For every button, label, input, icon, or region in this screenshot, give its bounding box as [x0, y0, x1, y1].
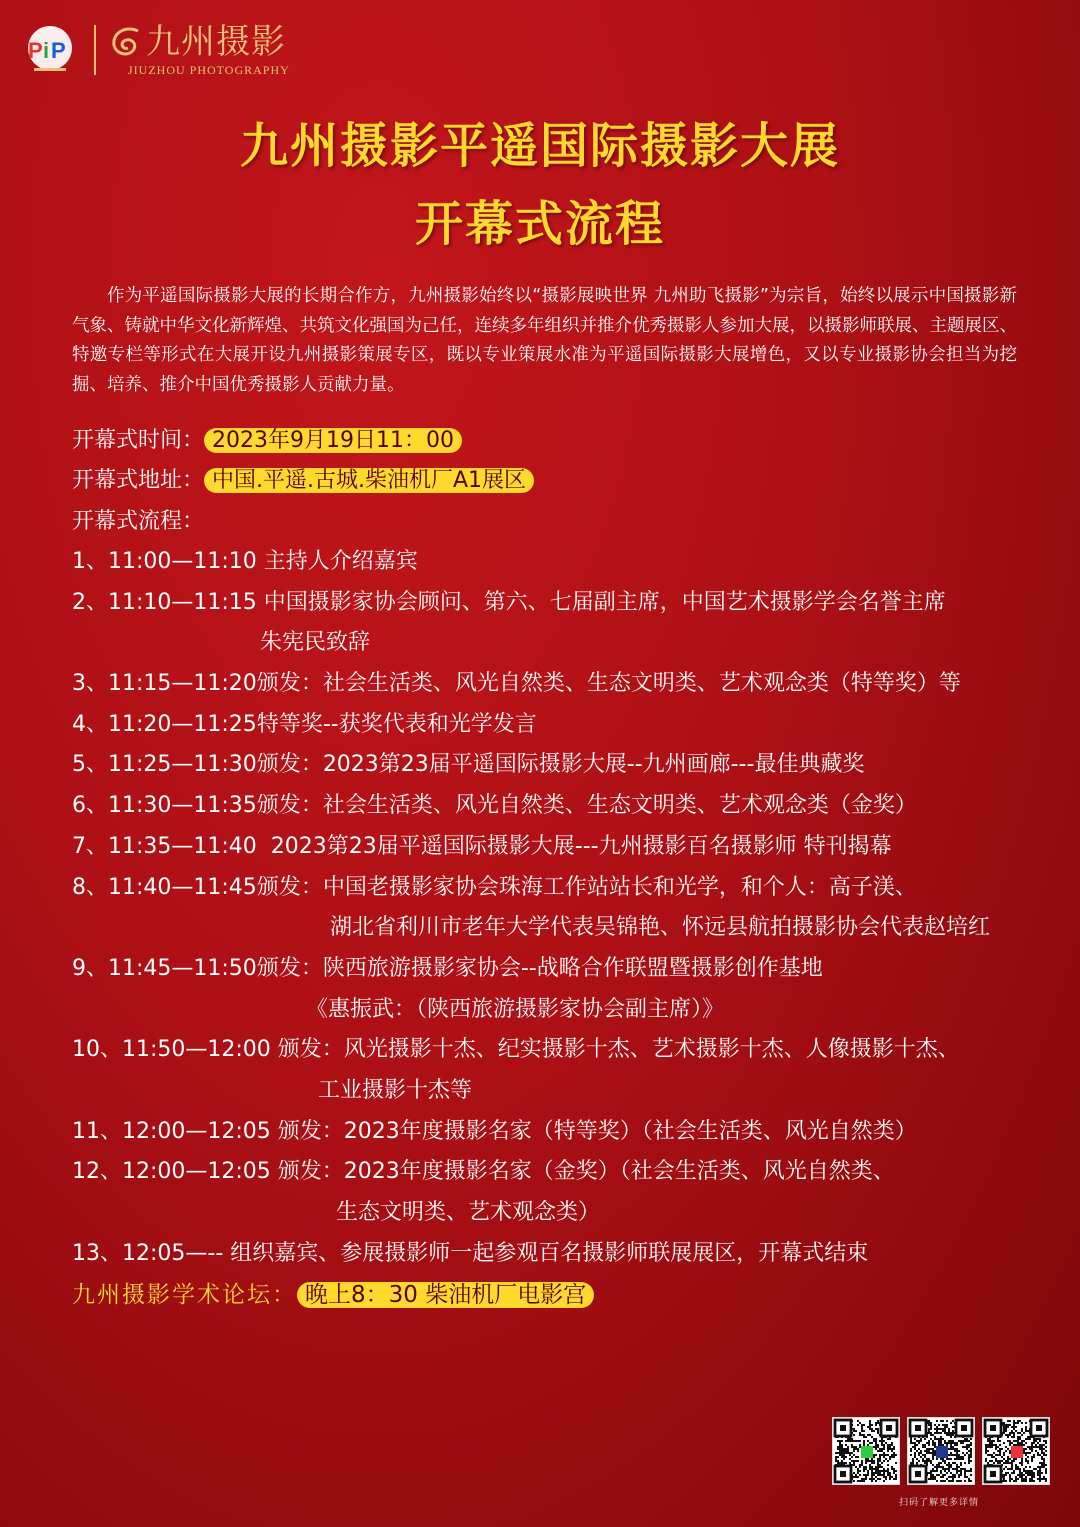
main-title: 九州摄影平遥国际摄影大展	[239, 118, 840, 174]
opening-time-label: 开幕式时间：	[72, 428, 205, 453]
qr-code-row	[832, 1417, 1050, 1485]
schedule-list	[72, 542, 1057, 1274]
logo-divider	[94, 25, 96, 75]
pip-logo-icon	[20, 20, 80, 80]
schedule-item	[72, 827, 1057, 868]
schedule-item	[72, 1112, 1057, 1153]
schedule-item-time: 12:00—12:05	[122, 1159, 278, 1185]
schedule-item-text: 2023第23届平遥国际摄影大展---九州摄影百名摄影师 特刊揭幕	[270, 833, 892, 859]
opening-flow-label: 开幕式流程：	[72, 509, 205, 534]
schedule-item-text: 颁发：2023第23届平遥国际摄影大展--九州画廊---最佳典藏奖	[256, 752, 865, 778]
header-logo	[20, 20, 290, 80]
schedule-item-number: 5、	[72, 752, 108, 778]
schedule-item-text: 特等奖--获奖代表和光学发言	[256, 711, 537, 737]
schedule-item	[72, 1030, 1057, 1071]
schedule-item-time: 11:20—11:25	[108, 711, 257, 737]
qr-code-green	[832, 1417, 900, 1485]
brand-name-cn: 九州摄影	[146, 21, 286, 62]
schedule-item-number: 6、	[72, 793, 108, 819]
schedule-item-text: 颁发：2023年度摄影名家（金奖）（社会生活类、风光自然类、	[277, 1159, 895, 1185]
qr-center-logo-icon	[936, 1446, 948, 1458]
forum-row	[72, 1276, 594, 1314]
opening-address-label: 开幕式地址：	[72, 468, 205, 493]
brand	[108, 23, 290, 78]
schedule-item-time: 11:25—11:30	[108, 752, 257, 778]
schedule-item-number: 4、	[72, 711, 108, 737]
schedule-item-text: 颁发：社会生活类、风光自然类、生态文明类、艺术观念类（特等奖）等	[256, 671, 961, 697]
opening-time-row	[72, 423, 462, 459]
schedule-item-continuation: 湖北省利川市老年大学代表吴锦艳、怀远县航拍摄影协会代表赵培红	[330, 915, 991, 941]
qr-center-logo-icon	[1011, 1446, 1023, 1458]
schedule-item	[72, 583, 1057, 624]
schedule-item-time: 12:05—--	[122, 1240, 231, 1266]
schedule-item	[72, 949, 1057, 990]
schedule-item-continuation: 朱宪民致辞	[260, 630, 371, 656]
schedule-item-number: 1、	[72, 549, 108, 574]
schedule-item-time: 11:30—11:35	[108, 793, 257, 819]
sub-title: 开幕式流程	[414, 196, 665, 252]
intro-paragraph: 作为平遥国际摄影大展的长期合作方，九州摄影始终以“摄影展映世界 九州助飞摄影”为宗旨，始终以展示中国摄影新气象、铸就中华文化新辉煌、共筑文化强国为己任，连续多年组织并推介优秀摄影人参加大展，以摄影师联展、主题展区、特邀专栏等形式在大展开设九州摄影策展专区，既以专业策展水准为平遥国际摄影大展增色，又以专业摄影协会担当为挖掘、培养、推介中国优秀摄影人贡献力量。	[72, 286, 1017, 395]
schedule-item	[72, 542, 1057, 583]
qr-center-logo-icon	[861, 1446, 873, 1458]
qr-caption: 扫码了解更多详情	[898, 1498, 979, 1508]
opening-address-value: 中国.平遥.古城.柴油机厂A1展区	[204, 468, 534, 493]
pip-logo	[20, 20, 80, 80]
schedule-item	[72, 745, 1057, 786]
schedule-item-time: 11:50—12:00	[122, 1037, 278, 1063]
qr-code-blue	[907, 1417, 975, 1485]
schedule-item-continuation: 生态文明类、艺术观念类）	[336, 1200, 601, 1225]
schedule-item-text: 颁发：社会生活类、风光自然类、生态文明类、艺术观念类（金奖）	[256, 793, 917, 819]
forum-label: 九州摄影学术论坛：	[72, 1282, 297, 1308]
schedule-item-text: 颁发：风光摄影十杰、纪实摄影十杰、艺术摄影十杰、人像摄影十杰、	[277, 1037, 960, 1063]
schedule-item	[72, 786, 1057, 827]
schedule-item-time: 11:15—11:20	[108, 671, 257, 697]
qr-code-red	[982, 1417, 1050, 1485]
schedule-item-text: 颁发：陕西旅游摄影家协会--战略合作联盟暨摄影创作基地	[256, 955, 823, 981]
schedule-item-text: 中国摄影家协会顾问、第六、七届副主席，中国艺术摄影学会名誉主席	[263, 589, 946, 615]
schedule-item-time: 11:45—11:50	[108, 955, 257, 981]
schedule-item-time: 11:10—11:15	[108, 589, 264, 615]
schedule-item-continuation: 《惠振武：（陕西旅游摄影家协会副主席）》	[306, 996, 725, 1022]
svg-text:P: P	[51, 38, 66, 63]
schedule-item-number: 12、	[72, 1159, 122, 1185]
schedule-item-text: 颁发：中国老摄影家协会珠海工作站站长和光学，和个人：高子渼、	[256, 874, 917, 900]
opening-time-value: 2023年9月19日11：00	[204, 428, 462, 453]
schedule-item-text: 主持人介绍嘉宾	[263, 549, 418, 574]
schedule-item-number: 7、	[72, 833, 108, 859]
schedule-item-number: 2、	[72, 589, 108, 615]
schedule-item-continuation: 工业摄影十杰等	[318, 1077, 473, 1103]
schedule-item-text: 组织嘉宾、参展摄影师一起参观百名摄影师联展展区，开幕式结束	[230, 1240, 869, 1266]
schedule-item	[72, 1234, 1057, 1275]
schedule-item-time: 11:40—11:45	[108, 874, 257, 900]
schedule-item-time: 12:00—12:05	[122, 1118, 278, 1144]
opening-address-row	[72, 463, 534, 499]
schedule-item	[72, 868, 1057, 909]
brand-name-en: JIUZHOU PHOTOGRAPHY	[128, 62, 290, 77]
schedule-item-time: 11:35—11:40	[108, 833, 271, 859]
schedule-item-number: 11、	[72, 1118, 122, 1144]
schedule-item-number: 13、	[72, 1240, 122, 1266]
brand-swirl-icon	[108, 23, 146, 61]
forum-value: 晚上8：30 柴油机厂电影宫	[297, 1282, 594, 1308]
schedule-item-number: 10、	[72, 1037, 122, 1063]
svg-text:P: P	[28, 38, 43, 63]
schedule-item-number: 8、	[72, 874, 108, 900]
schedule-item-text: 颁发：2023年度摄影名家（特等奖）（社会生活类、风光自然类）	[277, 1118, 917, 1144]
schedule-item	[72, 705, 1057, 746]
schedule-item-number: 3、	[72, 671, 108, 697]
schedule-item-number: 9、	[72, 955, 108, 981]
schedule-item-time: 11:00—11:10	[108, 549, 264, 574]
svg-text:i: i	[43, 38, 50, 63]
schedule-item	[72, 1152, 1057, 1193]
schedule-item	[72, 664, 1057, 705]
